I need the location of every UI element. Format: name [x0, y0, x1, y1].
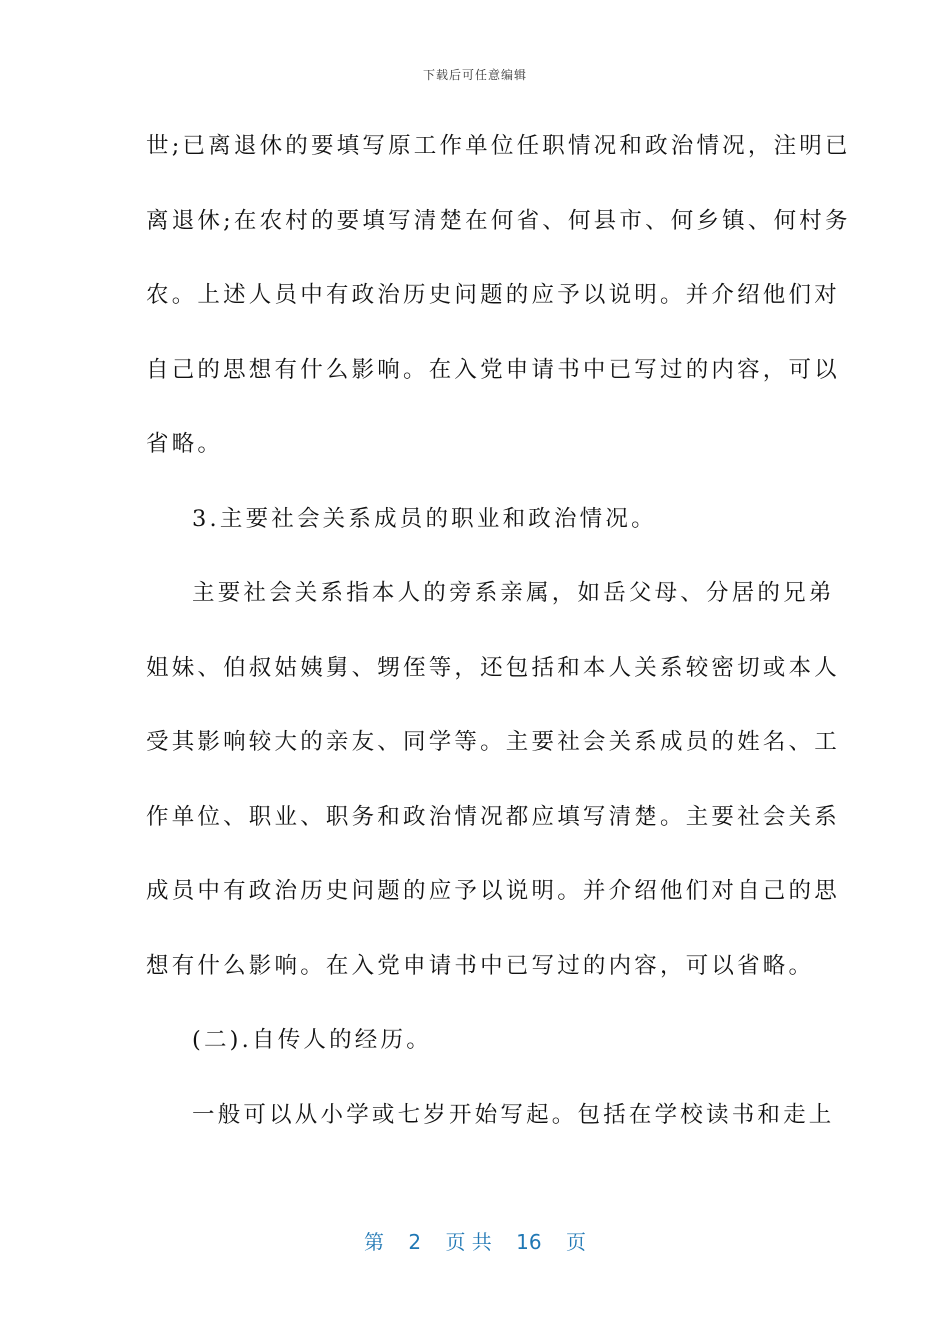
text-line: 受其影响较大的亲友、同学等。主要社会关系成员的姓名、工: [146, 729, 840, 755]
document-body: [146, 128, 851, 1171]
footer-di-label: 第: [364, 1230, 384, 1254]
section-heading: 3.主要社会关系成员的职业和政治情况。: [192, 505, 657, 532]
text-line: 作单位、职业、职务和政治情况都应填写清楚。主要社会关系: [146, 803, 840, 830]
text-line: 成员中有政治历史问题的应予以说明。并介绍他们对自己的思: [146, 878, 840, 904]
footer-ye-gong-label: 页 共: [445, 1230, 492, 1254]
text-line: 省略。: [146, 431, 224, 457]
total-page-count: 16: [516, 1230, 542, 1254]
section-heading: (二).自传人的经历。: [192, 1027, 432, 1053]
text-line: 姐妹、伯叔姑姨舅、甥侄等，还包括和本人关系较密切或本人: [146, 654, 840, 681]
text-line: 一般可以从小学或七岁开始写起。包括在学校读书和走上: [192, 1101, 835, 1128]
text-line: 世;已离退休的要填写原工作单位任职情况和政治情况，注明已: [146, 133, 851, 159]
text-line: 农。上述人员中有政治历史问题的应予以说明。并介绍他们对: [146, 282, 840, 308]
footer-ye-label: 页: [565, 1230, 586, 1254]
current-page-number: 2: [408, 1230, 422, 1254]
text-line: 离退休;在农村的要填写清楚在何省、何县市、何乡镇、何村务: [146, 207, 851, 234]
text-line: 自己的思想有什么影响。在入党申请书中已写过的内容，可以: [146, 356, 840, 383]
text-line: 想有什么影响。在入党申请书中已写过的内容，可以省略。: [146, 952, 815, 979]
page-header-note: 下载后可任意编辑: [422, 68, 527, 82]
page-number-footer: [0, 1226, 950, 1255]
text-line: 主要社会关系指本人的旁系亲属，如岳父母、分居的兄弟: [192, 580, 835, 606]
